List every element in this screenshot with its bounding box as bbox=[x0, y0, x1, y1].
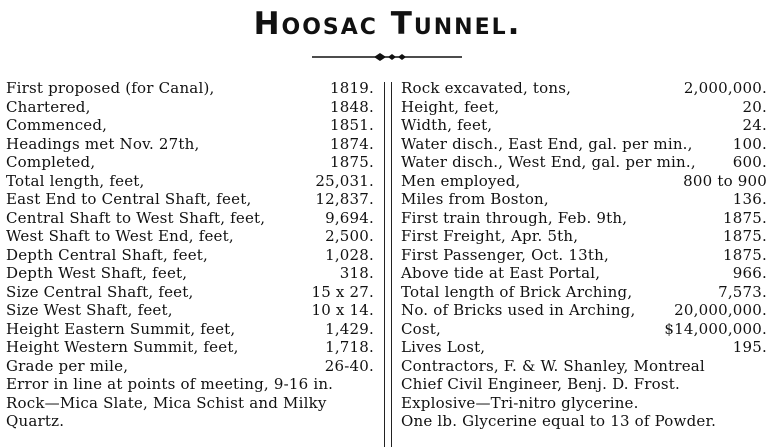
fact-row bbox=[6, 153, 374, 172]
fact-label: East End to Central Shaft, feet, bbox=[6, 190, 252, 208]
fact-value: 318. bbox=[339, 264, 374, 282]
page-title: Hoosac Tunnel. bbox=[253, 6, 522, 42]
fact-value: 1819. bbox=[330, 79, 374, 97]
fact-row bbox=[401, 283, 767, 302]
fact-row bbox=[401, 153, 767, 172]
title-ornament bbox=[312, 51, 462, 63]
fact-value: 9,694. bbox=[325, 208, 374, 227]
fact-label: Water disch., East End, gal. per min., bbox=[401, 134, 693, 153]
fact-label: Height Eastern Summit, feet, bbox=[6, 319, 236, 338]
rock-note: Rock—Mica Slate, Mica Schist and Milky Quartz. bbox=[6, 393, 327, 430]
fact-label: Headings met Nov. 27th, bbox=[6, 134, 200, 153]
fact-row bbox=[401, 79, 767, 98]
engineer-note: Chief Civil Engineer, Benj. D. Frost. bbox=[401, 375, 681, 393]
fact-row bbox=[6, 246, 374, 265]
fact-value: 195. bbox=[732, 338, 767, 356]
fact-value: 1875. bbox=[723, 227, 767, 245]
fact-value: 7,573. bbox=[718, 282, 767, 301]
fact-value: 25,031. bbox=[315, 171, 374, 190]
fact-label: Men employed, bbox=[401, 171, 521, 190]
fact-label: Height Western Summit, feet, bbox=[6, 338, 239, 356]
fact-row bbox=[401, 301, 767, 320]
fact-row bbox=[6, 357, 374, 376]
fact-value: 1,028. bbox=[325, 245, 374, 264]
fact-label: Total length of Brick Arching, bbox=[401, 282, 633, 301]
fact-label: Miles from Boston, bbox=[401, 190, 549, 208]
fact-row bbox=[6, 209, 374, 228]
fact-row bbox=[401, 172, 767, 191]
fact-value: 26-40. bbox=[324, 356, 374, 375]
fact-row bbox=[6, 98, 374, 117]
fact-label: Depth West Shaft, feet, bbox=[6, 264, 188, 282]
fact-label: Above tide at East Portal, bbox=[401, 264, 601, 282]
fact-row bbox=[6, 264, 374, 283]
fact-value: 1,718. bbox=[325, 338, 374, 356]
fact-label: Depth Central Shaft, feet, bbox=[6, 245, 208, 264]
fact-value: 800 to 900 bbox=[683, 171, 767, 190]
fact-row bbox=[401, 227, 767, 246]
fact-label: Width, feet, bbox=[401, 116, 493, 134]
fact-label: Chartered, bbox=[6, 97, 91, 116]
fact-label: Lives Lost, bbox=[401, 338, 486, 356]
fact-row bbox=[6, 116, 374, 135]
fact-value: 1,429. bbox=[325, 319, 374, 338]
fact-row bbox=[401, 98, 767, 117]
fact-row bbox=[401, 246, 767, 265]
fact-label: Grade per mile, bbox=[6, 356, 129, 375]
fact-label: Cost, bbox=[401, 319, 442, 338]
fact-value: 10 x 14. bbox=[311, 301, 374, 319]
right-column bbox=[401, 79, 767, 431]
fact-label: West Shaft to West End, feet, bbox=[6, 227, 234, 245]
fact-value: 24. bbox=[742, 116, 767, 134]
column-divider bbox=[384, 82, 392, 447]
fact-row bbox=[401, 135, 767, 154]
fact-value: 12,837. bbox=[315, 190, 374, 208]
fact-label: Completed, bbox=[6, 153, 96, 171]
fact-label: Commenced, bbox=[6, 116, 108, 134]
fact-value: 1874. bbox=[330, 134, 374, 153]
fact-label: Rock excavated, tons, bbox=[401, 79, 572, 97]
fact-value: 15 x 27. bbox=[311, 282, 374, 301]
fact-value: 2,500. bbox=[325, 227, 374, 245]
fact-row bbox=[6, 190, 374, 209]
fact-row bbox=[6, 79, 374, 98]
glycerine-note: One lb. Glycerine equal to 13 of Powder. bbox=[401, 412, 717, 430]
left-column bbox=[6, 79, 374, 431]
error-note: Error in line at points of meeting, 9-16 in. bbox=[6, 375, 334, 393]
explosive-note: Explosive—Tri-nitro glycerine. bbox=[401, 393, 639, 412]
fact-value: 100. bbox=[732, 134, 767, 153]
fact-label: Size Central Shaft, feet, bbox=[6, 282, 194, 301]
fact-value: 1875. bbox=[723, 245, 767, 264]
fact-row bbox=[401, 116, 767, 135]
fact-value: 1875. bbox=[330, 153, 374, 171]
fact-row bbox=[6, 283, 374, 302]
fact-row bbox=[6, 301, 374, 320]
fact-value: $14,000,000. bbox=[664, 319, 767, 338]
fact-row bbox=[401, 338, 767, 357]
fact-value: 136. bbox=[732, 190, 767, 208]
fact-row bbox=[401, 264, 767, 283]
fact-label: First Freight, Apr. 5th, bbox=[401, 227, 579, 245]
fact-value: 1875. bbox=[723, 208, 767, 227]
fact-row bbox=[401, 320, 767, 339]
fact-label: First Passenger, Oct. 13th, bbox=[401, 245, 609, 264]
fact-label: First train through, Feb. 9th, bbox=[401, 208, 628, 227]
fact-value: 1848. bbox=[330, 97, 374, 116]
fact-row bbox=[6, 135, 374, 154]
fact-value: 20,000,000. bbox=[674, 301, 767, 319]
fact-row bbox=[6, 320, 374, 339]
fact-row bbox=[401, 209, 767, 228]
fact-label: No. of Bricks used in Arching, bbox=[401, 301, 636, 319]
fact-label: Water disch., West End, gal. per min., bbox=[401, 153, 696, 171]
fact-row bbox=[401, 190, 767, 209]
fact-value: 2,000,000. bbox=[683, 79, 767, 97]
fact-label: Central Shaft to West Shaft, feet, bbox=[6, 208, 266, 227]
fact-value: 20. bbox=[742, 97, 767, 116]
fact-label: Total length, feet, bbox=[6, 171, 145, 190]
fact-value: 966. bbox=[732, 264, 767, 282]
fact-value: 1851. bbox=[330, 116, 374, 134]
fact-label: Size West Shaft, feet, bbox=[6, 301, 173, 319]
fact-row bbox=[6, 338, 374, 357]
fact-label: Height, feet, bbox=[401, 97, 500, 116]
fact-row bbox=[6, 172, 374, 191]
fact-label: First proposed (for Canal), bbox=[6, 79, 215, 97]
fact-row bbox=[6, 227, 374, 246]
contractors-note: Contractors, F. & W. Shanley, Montreal bbox=[401, 356, 705, 375]
fact-value: 600. bbox=[732, 153, 767, 171]
